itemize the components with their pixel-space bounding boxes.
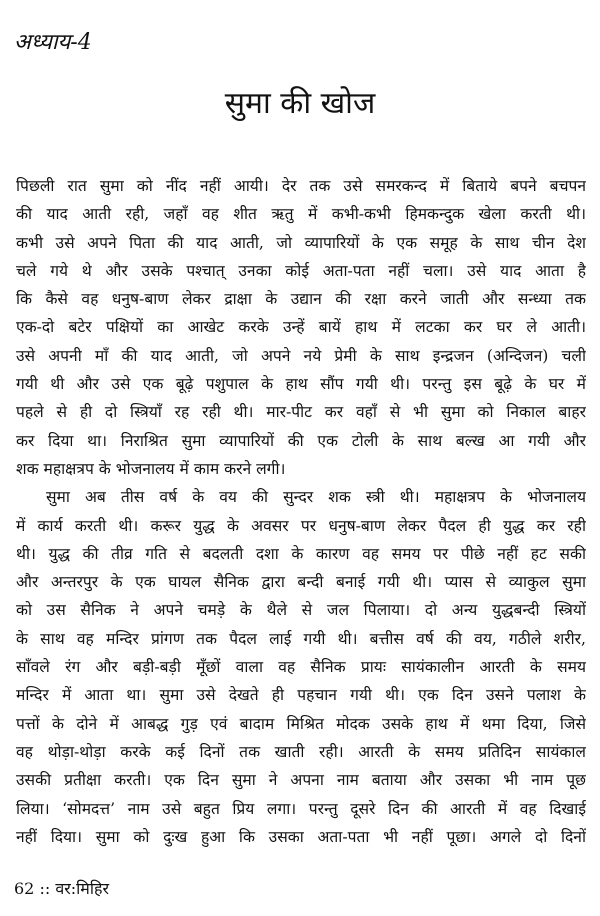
text-line: को उस सैनिक ने अपने चमड़े के थैले से जल पिलाया। दो अन्य युद्धबन्दी स्त्रियों [16, 601, 586, 620]
text-line: शक महाक्षत्रप के भोजनालय में काम करने लगी। [16, 459, 286, 478]
text-line: कि कैसे वह धनुष-बाण लेकर द्राक्षा के उद्यान की रक्षा करने जाती और सन्ध्या तक [16, 290, 586, 309]
text-line: पिछली रात सुमा को नींद नहीं आयी। देर तक उसे समरकन्द में बिताये बपने बचपन [16, 177, 586, 195]
text-line: नहीं दिया। सुमा को दुःख हुआ कि उसका अता-पता भी नहीं पूछा। अगले दो दिनों [16, 827, 586, 846]
text-line: की याद आती रही, जहाँ वह शीत ऋतु में कभी-कभी हिमकन्दुक खेला करती थी। [16, 205, 586, 224]
text-line: एक-दो बटेर पक्षियों का आखेट करके उन्हें बायें हाथ में लटका कर घर ले आती। [16, 318, 586, 337]
text-line: थी। युद्ध की तीव्र गति से बदलती दशा के कारण वह समय पर पीछे नहीं हट सकी [16, 544, 586, 563]
text-line: कर दिया था। निराश्रित सुमा व्यापारियों की एक टोली के साथ बल्ख आ गयी और [16, 431, 586, 450]
text-line: पत्तों के दोने में आबद्ध गुड़ एवं बादाम मिश्रित मोदक उसके हाथ में थमा दिया, जिसे [16, 714, 586, 733]
text-line: गयी थी और उसे एक बूढ़े पशुपाल के हाथ सौंप गयी थी। परन्तु इस बूढ़े के घर में [16, 375, 586, 394]
text-line: साँवले रंग और बड़ी-बड़ी मूँछों वाला वह सैनिक प्रायः सायंकालीन आरती के समय [16, 658, 586, 677]
text-line: सुमा अब तीस वर्ष के वय की सुन्दर शक स्त्री थी। महाक्षत्रप के भोजनालय [46, 488, 586, 507]
page-footer [14, 876, 109, 902]
text-line: और अन्तरपुर के एक घायल सैनिक द्वारा बन्दी बनाई गयी थी। प्यास से व्याकुल सुमा [16, 573, 586, 592]
text-line: चले गये थे और उसके पश्चात् उनका कोई अता-पता नहीं चला। उसे याद आता है [16, 261, 586, 280]
text-line: उसकी प्रतीक्षा करती। एक दिन सुमा ने अपना नाम बताया और उसका भी नाम पूछ [16, 771, 586, 790]
text-line: कभी उसे अपने पिता की याद आती, जो व्यापारियों के एक समूह के साथ चीन देश [16, 233, 586, 252]
text-line: मन्दिर में आता था। सुमा उसे देखते ही पहचान गयी थी। एक दिन उसने पलाश के [16, 686, 586, 705]
text-line: लिया। ‘सोमदत्त’ नाम उसे बहुत प्रिय लगा। परन्तु दूसरे दिन की आरती में वह दिखाई [16, 799, 586, 818]
text-line: वह थोड़ा-थोड़ा करके कई दिनों तक खाती रही। आरती के समय प्रतिदिन सायंकाल [16, 742, 586, 761]
chapter-label: अध्याय-4 [14, 30, 92, 55]
book-title: वर:मिहिर [55, 879, 110, 898]
page-number: 62 [14, 879, 35, 898]
footer-separator: :: [39, 879, 51, 898]
body-text [16, 172, 586, 851]
text-line: में कार्य करती थी। करूर युद्ध के अवसर पर धनुष-बाण लेकर पैदल ही युद्ध कर रही [16, 516, 586, 535]
text-line: के साथ वह मन्दिर प्रांगण तक पैदल लाई गयी थी। बत्तीस वर्ष की वय, गठीले शरीर, [16, 629, 586, 648]
chapter-title: सुमा की खोज [224, 86, 376, 121]
text-line: पहले से ही दो स्त्रियाँ रह रही थी। मार-पीट कर वहाँ से भी सुमा को निकाल बाहर [16, 403, 586, 422]
text-line: उसे अपनी माँ की याद आती, जो अपने नये प्रेमी के साथ इन्द्रजन (अन्दिजन) चली [16, 346, 586, 365]
